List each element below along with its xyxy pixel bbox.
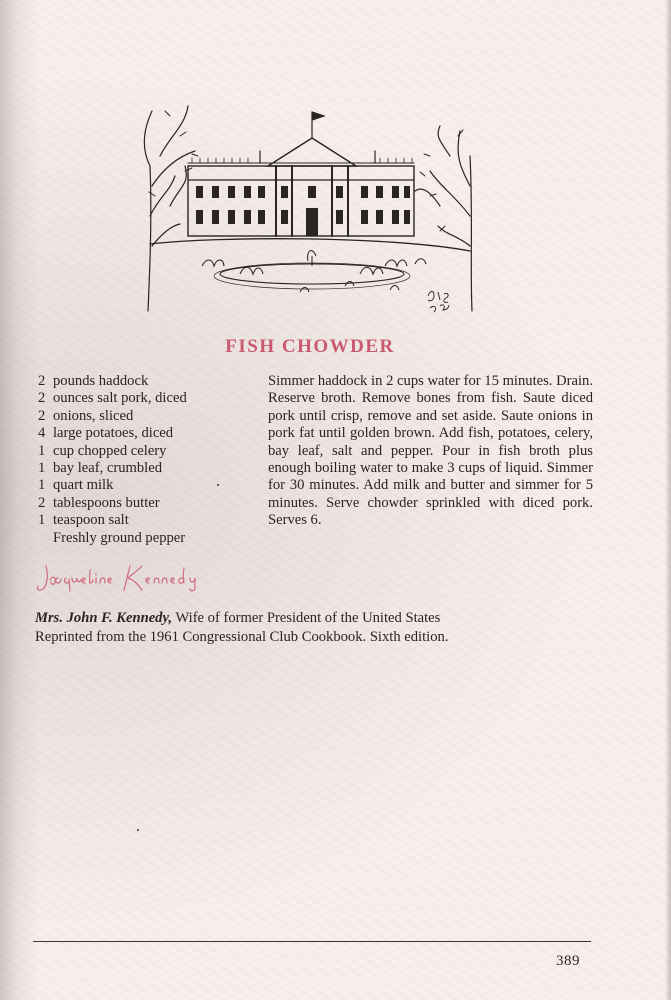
ingredient-item — [38, 408, 263, 425]
ingredient-item — [38, 460, 263, 477]
ingredient-qty: 4 — [38, 425, 46, 442]
ingredient-qty: 2 — [38, 494, 46, 511]
ingredient-text: pounds haddock — [53, 373, 149, 389]
ingredient-item — [38, 530, 263, 547]
ingredient-qty: 1 — [38, 442, 46, 459]
ingredient-text: onions, sliced — [53, 407, 134, 424]
ingredient-text: cup chopped celery — [53, 442, 167, 459]
ingredient-item — [38, 512, 263, 529]
signature-jacqueline-kennedy — [32, 560, 217, 596]
footer-rule — [33, 941, 591, 942]
recipe-title: FISH CHOWDER — [225, 336, 395, 357]
ingredient-text: bay leaf, crumbled — [53, 460, 162, 477]
ingredient-item — [38, 495, 263, 512]
ingredient-text: ounces salt pork, diced — [53, 390, 187, 407]
ingredient-item — [38, 425, 263, 442]
ingredient-text: Freshly ground pepper — [53, 529, 186, 546]
ingredient-text: large potatoes, diced — [53, 425, 174, 442]
credit-name: Mrs. John F. Kennedy, — [35, 610, 173, 626]
page-edge-shadow — [665, 0, 671, 1000]
ingredient-qty: 2 — [38, 407, 46, 424]
ingredient-item — [38, 477, 263, 494]
ink-speck — [137, 829, 139, 831]
ingredient-text: quart milk — [53, 477, 114, 494]
ingredient-text: tablespoons butter — [53, 494, 160, 511]
ingredient-item — [38, 443, 263, 460]
ingredient-qty: 1 — [38, 477, 46, 494]
credit-source: Reprinted from the 1961 Congressional Club Cookbook. Sixth edition. — [35, 629, 449, 645]
credit-block — [35, 609, 595, 647]
ingredient-item — [38, 390, 263, 407]
white-house-sketch-icon — [140, 96, 480, 321]
ingredient-qty: 2 — [38, 373, 46, 389]
ingredient-qty: 2 — [38, 390, 46, 407]
ingredient-item — [38, 373, 263, 390]
ingredient-text: teaspoon salt — [53, 512, 129, 529]
ingredient-qty: 1 — [38, 512, 46, 529]
ingredient-list — [38, 373, 263, 547]
recipe-instructions: Simmer haddock in 2 cups water for 15 minutes. Drain. Reserve broth. Remove bones from fish. Saute diced pork until crisp, remove and set aside. Saute onions in pork fat until golden brown. Add fish, potatoes, celery, bay leaf, salt and pepper. Pour in fish broth plus enough boiling water to make 3 cups of liquid. Simmer for 30 minutes. Add milk and butter and simmer for 5 minutes. Serve chowder sprinkled with diced pork. Serves 6. — [268, 373, 593, 529]
page-number: 389 — [556, 953, 580, 969]
credit-role: Wife of former President of the United States — [172, 610, 441, 626]
ink-speck — [217, 484, 219, 486]
ingredient-qty: 1 — [38, 460, 46, 477]
